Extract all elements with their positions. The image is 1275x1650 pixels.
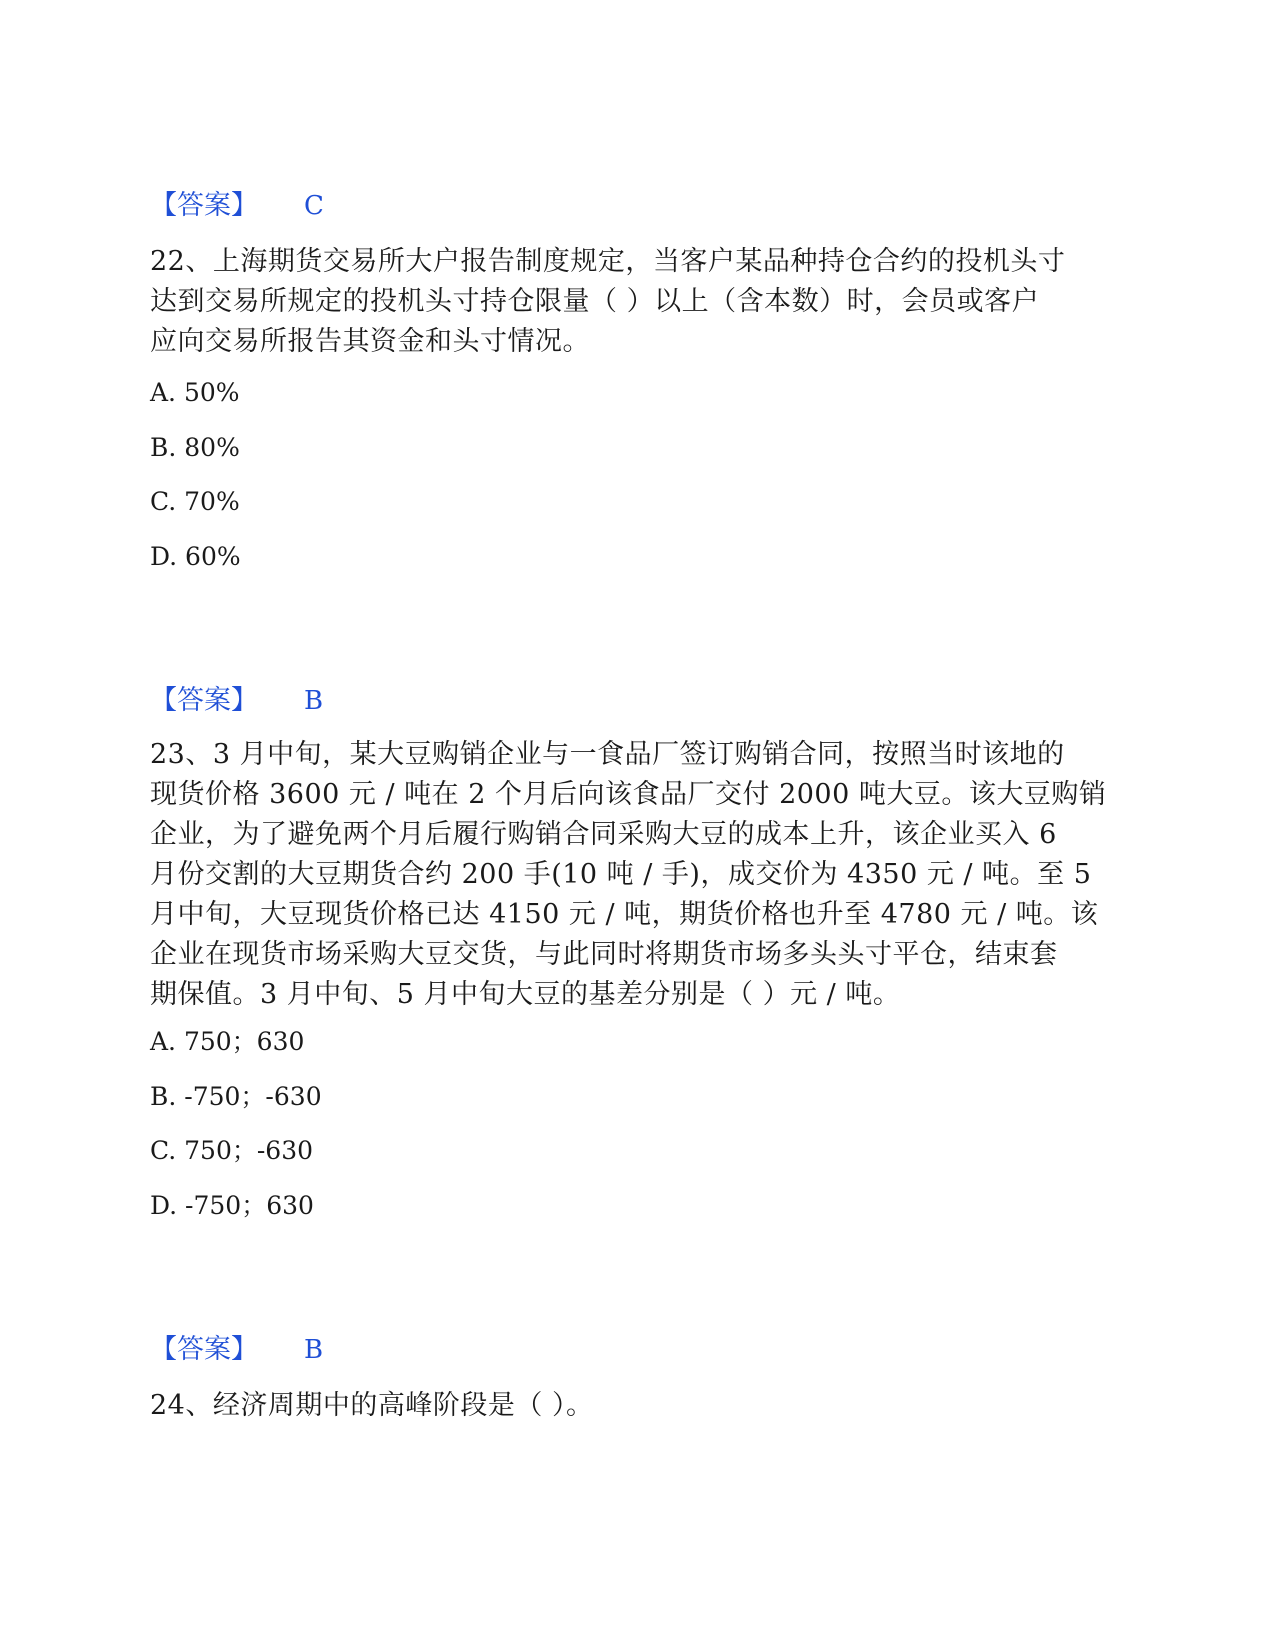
question-line: 企业，为了避免两个月后履行购销合同采购大豆的成本上升，该企业买入 6: [150, 819, 1057, 850]
option-c: C. 750；-630: [150, 1136, 314, 1165]
question-line: 23、3 月中旬，某大豆购销企业与一食品厂签订购销合同，按照当时该地的: [150, 739, 1065, 770]
answer-label: 【答案】: [150, 1334, 258, 1365]
question-line: 月中旬，大豆现货价格已达 4150 元 / 吨，期货价格也升至 4780 元 / 吨。该: [150, 899, 1099, 930]
option-d: D. 60%: [150, 542, 241, 571]
answer-letter: C: [304, 191, 324, 221]
question-24: [150, 1386, 1110, 1426]
answer-label: 【答案】: [150, 685, 258, 716]
question-line: 月份交割的大豆期货合约 200 手(10 吨 / 手)，成交价为 4350 元 / 吨。至 5: [150, 859, 1092, 890]
option-c: C. 70%: [150, 487, 240, 516]
question-22: [150, 242, 1110, 362]
option-b: B. 80%: [150, 433, 240, 462]
option-a: A. 50%: [150, 378, 240, 407]
question-line: 22、上海期货交易所大户报告制度规定，当客户某品种持仓合约的投机头寸: [150, 246, 1066, 277]
question-line: 达到交易所规定的投机头寸持仓限量（ ）以上（含本数）时，会员或客户: [150, 286, 1040, 317]
answer-label: 【答案】: [150, 190, 258, 221]
question-line: 期保值。3 月中旬、5 月中旬大豆的基差分别是（ ）元 / 吨。: [150, 979, 901, 1010]
option-a: A. 750；630: [150, 1027, 305, 1056]
answer-line: [150, 1332, 323, 1368]
option-b: B. -750；-630: [150, 1082, 322, 1111]
answer-letter: B: [304, 686, 324, 716]
question-line: 企业在现货市场采购大豆交货，与此同时将期货市场多头头寸平仓，结束套: [150, 939, 1058, 970]
answer-letter: B: [304, 1335, 324, 1365]
question-line: 24、经济周期中的高峰阶段是（ ）。: [150, 1390, 594, 1421]
question-23: [150, 735, 1110, 1015]
answer-line: [150, 683, 323, 719]
option-d: D. -750；630: [150, 1191, 314, 1220]
answer-line: [150, 188, 324, 224]
question-line: 现货价格 3600 元 / 吨在 2 个月后向该食品厂交付 2000 吨大豆。该大豆购销: [150, 779, 1107, 810]
question-line: 应向交易所报告其资金和头寸情况。: [150, 326, 590, 357]
